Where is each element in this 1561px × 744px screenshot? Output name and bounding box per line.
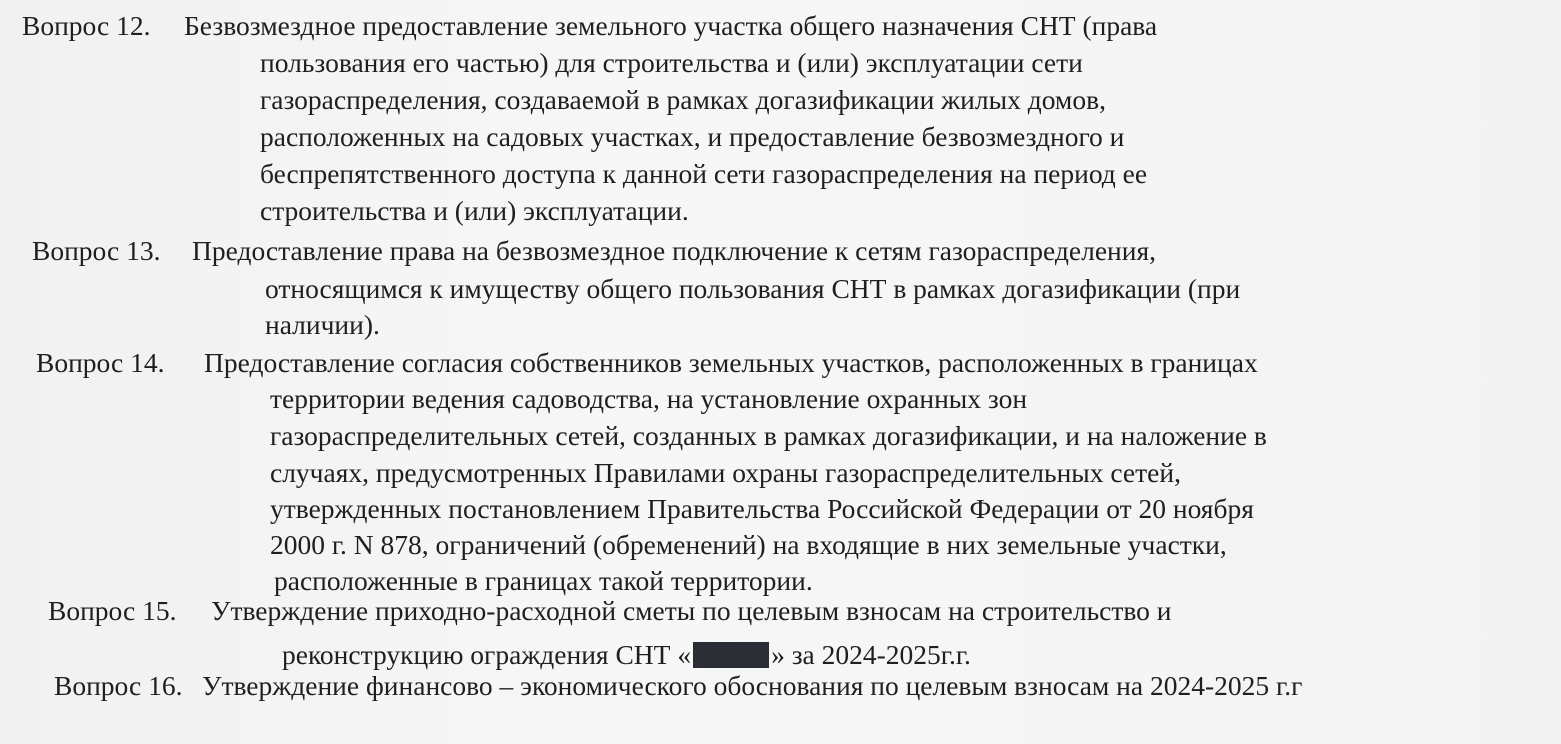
question-13-line-1: Предоставление права на безвозмездное подключение к сетям газораспределения, xyxy=(192,235,1156,266)
question-16-text: Утверждение финансово – экономического обоснования по целевым взносам на 2024-2025 г.г xyxy=(202,670,1303,701)
question-15-line-2-before: реконструкцию ограждения СНТ « xyxy=(282,639,692,670)
question-12-line-3: газораспределения, создаваемой в рамках догазификации жилых домов, xyxy=(260,84,1106,115)
question-12-label: Вопрос 12. xyxy=(22,10,151,41)
question-16-label: Вопрос 16. xyxy=(54,670,183,701)
question-14-line-1: Предоставление согласия собственников земельных участков, расположенных в границах xyxy=(204,347,1258,378)
question-12-line-4: расположенных на садовых участках, и предоставление безвозмездного и xyxy=(260,121,1125,152)
question-14-line-4: случаях, предусмотренных Правилами охраны газораспределительных сетей, xyxy=(270,457,1181,488)
question-12-line-5: беспрепятственного доступа к данной сети газораспределения на период ее xyxy=(260,158,1148,189)
question-14-line-3: газораспределительных сетей, созданных в рамках догазификации, и на наложение в xyxy=(270,420,1267,451)
question-15-line-1: Утверждение приходно-расходной сметы по целевым взносам на строительство и xyxy=(211,595,1172,626)
question-12-line-1: Безвозмездное предоставление земельного участка общего назначения СНТ (права xyxy=(184,10,1158,41)
question-13-line-2: относящимся к имуществу общего пользования СНТ в рамках догазификации (при xyxy=(265,273,1241,304)
question-14-line-7: расположенные в границах такой территории. xyxy=(274,565,813,596)
question-12-line-6: строительства и (или) эксплуатации. xyxy=(260,195,689,226)
question-14-label: Вопрос 14. xyxy=(36,347,165,378)
question-14-line-5: утвержденных постановлением Правительства Российской Федерации от 20 ноября xyxy=(270,493,1254,524)
question-15-line-2-after: » за 2024-2025г.г. xyxy=(771,639,971,670)
question-13-label: Вопрос 13. xyxy=(32,235,161,266)
cut-off-top-line xyxy=(40,0,1520,4)
question-12-line-2: пользования его частью) для строительства и (или) эксплуатации сети xyxy=(260,47,1083,78)
question-15-label: Вопрос 15. xyxy=(48,595,177,626)
question-13-line-3: наличии). xyxy=(265,309,380,340)
question-14-line-6: 2000 г. N 878, ограничений (обременений) на входящие в них земельные участки, xyxy=(270,529,1227,560)
redacted-name-block xyxy=(693,642,769,668)
question-14-line-2: территории ведения садоводства, на установление охранных зон xyxy=(270,383,1028,414)
